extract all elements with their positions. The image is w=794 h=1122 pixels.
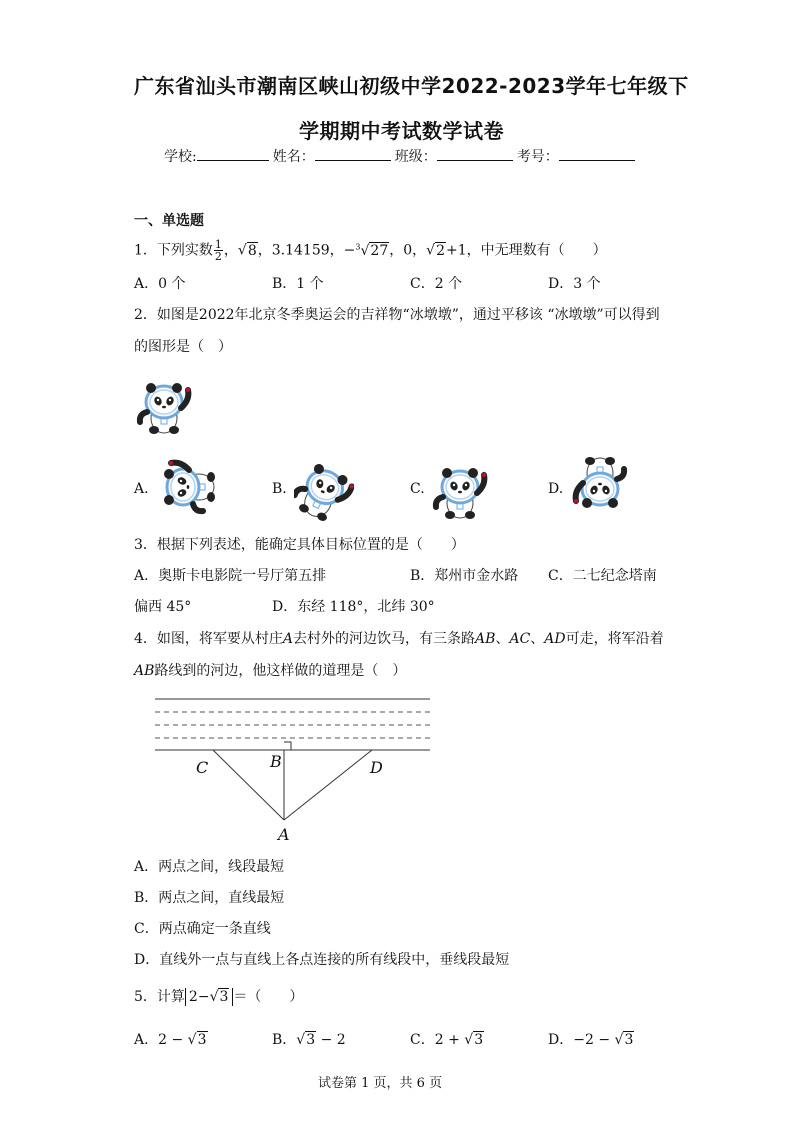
q2-option-b-label[interactable]: B. <box>272 481 287 497</box>
q5-number: 5． <box>134 989 157 1005</box>
question-2-line-2: 的图形是（ ） <box>134 339 232 355</box>
point-label-A: A <box>278 825 290 844</box>
question-2-line-1: 2．如图是2022年北京冬季奥运会的吉祥物“冰墩墩”，通过平移该 “冰墩墩”可以得到 <box>134 307 660 323</box>
q4-option-d[interactable]: D．直线外一点与直线上各点连接的所有线段中，垂线段最短 <box>134 952 510 968</box>
exam-no-blank[interactable] <box>559 160 635 161</box>
q5-option-b[interactable]: B．√3 − 2 <box>272 1032 346 1048</box>
q5-option-c[interactable]: C．2 + √3 <box>410 1032 484 1048</box>
question-4-line-2: AB路线到的河边，他这样做的道理是（ ） <box>134 663 407 679</box>
point-label-C: C <box>196 758 209 777</box>
q5-absolute-value: 2−√3 <box>185 988 233 1006</box>
q5-option-a[interactable]: A．2 − √3 <box>134 1032 207 1048</box>
q1-text-before: 下列实数 <box>156 242 213 259</box>
q1-option-a[interactable]: A．0 个 <box>134 276 186 292</box>
q1-tail: +1，中无理数有（ ） <box>446 242 607 259</box>
class-label: 班级： <box>394 149 437 165</box>
panda-mascot-image <box>136 372 196 438</box>
title-line-1: 广东省汕头市潮南区峡山初级中学2022-2023学年七年级下 <box>134 74 689 98</box>
q1-option-d[interactable]: D．3 个 <box>548 276 601 292</box>
right-angle-mark <box>284 742 291 750</box>
q3-number: 3． <box>134 537 157 553</box>
q1-neg: − <box>343 242 356 259</box>
q1-frac-den: 2 <box>214 250 222 264</box>
q3-option-c-cont: 偏西 45° <box>134 599 192 615</box>
q2-option-d-label[interactable]: D. <box>548 481 564 497</box>
name-blank[interactable] <box>315 160 391 161</box>
page-footer: 试卷第 1 页，共 6 页 <box>318 1076 443 1091</box>
q4-option-a[interactable]: A．两点之间，线段最短 <box>134 859 285 875</box>
q1-mid2: ，0， <box>389 242 427 259</box>
q1-cbrt: $^3$√27 <box>355 242 389 259</box>
q2-option-a-image[interactable] <box>155 455 215 521</box>
info-row <box>164 148 635 166</box>
q2-number: 2． <box>134 307 157 323</box>
q4-option-c[interactable]: C．两点确定一条直线 <box>134 921 271 937</box>
q2-option-c-image[interactable] <box>430 455 490 521</box>
q3-option-d[interactable]: D．东经 118°，北纬 30° <box>272 599 435 615</box>
q5-option-d[interactable]: D．−2 − √3 <box>548 1032 634 1048</box>
section-heading: 一、单选题 <box>134 213 204 229</box>
q1-frac-num: 1 <box>214 238 222 252</box>
question-3: 3．根据下列表述，能确定具体目标位置的是（ ） <box>134 537 465 553</box>
q1-option-b[interactable]: B．1 个 <box>272 276 324 292</box>
q4-option-b[interactable]: B．两点之间，直线最短 <box>134 890 285 906</box>
name-label: 姓名： <box>272 149 315 165</box>
river-figure <box>150 692 435 847</box>
q2-option-c-label[interactable]: C. <box>410 481 425 497</box>
point-label-D: D <box>370 758 383 777</box>
school-label: 学校: <box>164 149 197 165</box>
school-blank[interactable] <box>197 160 269 161</box>
class-blank[interactable] <box>437 160 513 161</box>
question-5: 5．计算 2−√3 ＝（ ） <box>134 989 304 1005</box>
point-label-B: B <box>270 752 282 771</box>
q1-sep1: ， <box>223 242 238 259</box>
q1-fraction <box>214 239 223 262</box>
q2-option-a-label[interactable]: A. <box>134 481 149 497</box>
q1-option-c[interactable]: C．2 个 <box>410 276 463 292</box>
question-1 <box>134 238 607 262</box>
q3-option-c[interactable]: C．二七纪念塔南 <box>548 568 657 584</box>
segment-AD <box>284 750 372 820</box>
q1-mid: ，3.14159， <box>257 242 344 259</box>
question-4-line-1: 4．如图，将军要从村庄A去村外的河边饮马，有三条路AB、AC、AD可走，将军沿着 <box>134 631 664 647</box>
q1-sqrt2: √2 <box>426 242 446 259</box>
title-line-2: 学期期中考试数学试卷 <box>299 119 504 143</box>
q2-option-b-image[interactable] <box>294 455 354 521</box>
q3-option-b[interactable]: B．郑州市金水路 <box>410 568 519 584</box>
q3-option-a[interactable]: A．奥斯卡电影院一号厅第五排 <box>134 568 327 584</box>
q2-option-d-image[interactable] <box>570 455 630 521</box>
q1-sqrt8: √8 <box>237 242 257 259</box>
q1-number: 1． <box>134 242 157 259</box>
q4-number: 4． <box>134 631 157 647</box>
exam-no-label: 考号： <box>516 149 559 165</box>
